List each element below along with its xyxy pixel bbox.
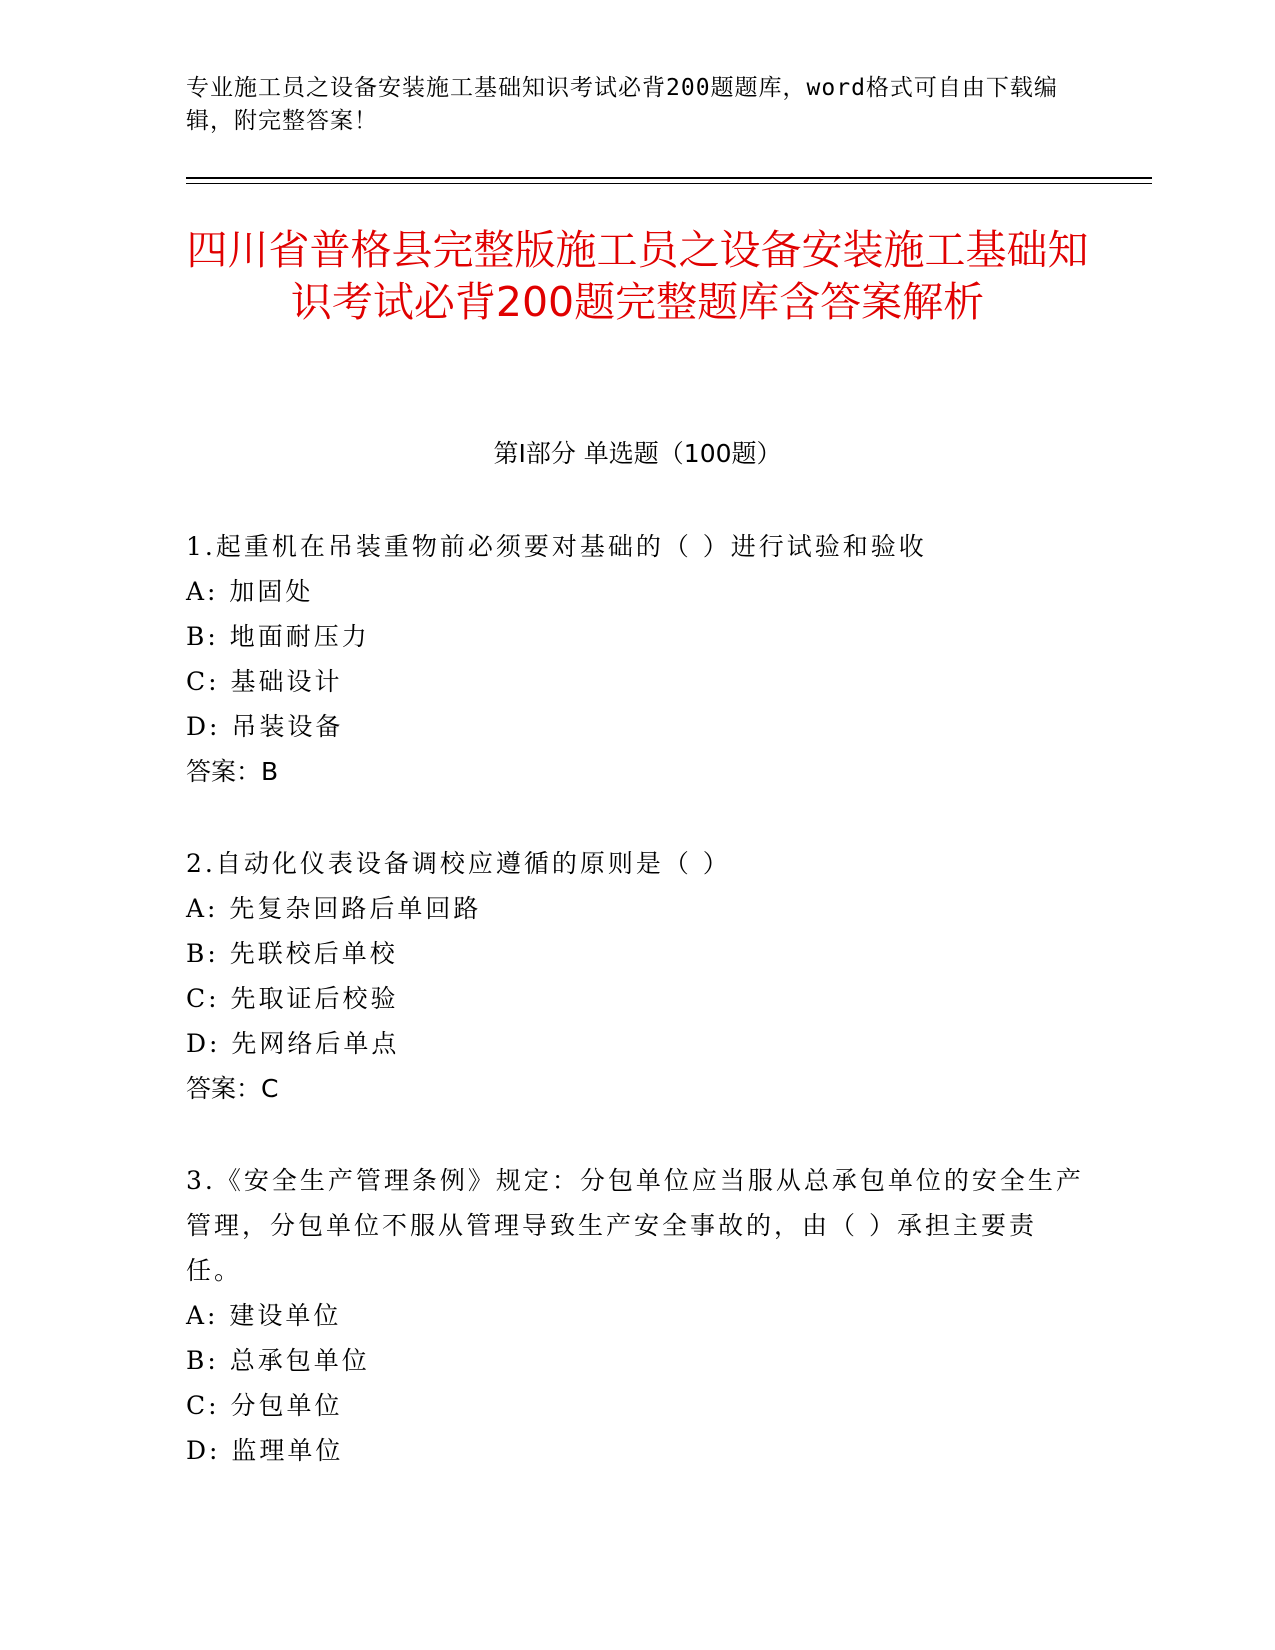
header-divider-thin bbox=[186, 183, 1152, 184]
question-1 bbox=[186, 524, 1086, 794]
option-b: B: 先联校后单校 bbox=[186, 939, 398, 968]
header-divider-thick bbox=[186, 177, 1152, 179]
question-2 bbox=[186, 841, 1086, 1111]
question-3 bbox=[186, 1158, 1086, 1473]
answer: 答案：B bbox=[186, 757, 279, 786]
section-heading: 第I部分 单选题（100题） bbox=[493, 439, 782, 468]
document-title: 四川省普格县完整版施工员之设备安装施工基础知识考试必背200题完整题库含答案解析 bbox=[186, 226, 1089, 326]
option-d: D: 监理单位 bbox=[186, 1436, 344, 1465]
option-c: C: 分包单位 bbox=[186, 1391, 343, 1420]
option-d: D: 先网络后单点 bbox=[186, 1029, 400, 1058]
option-b: B: 地面耐压力 bbox=[186, 622, 370, 651]
option-a: A: 建设单位 bbox=[186, 1301, 342, 1330]
option-c: C: 基础设计 bbox=[186, 667, 343, 696]
option-a: A: 加固处 bbox=[186, 577, 314, 606]
option-c: C: 先取证后校验 bbox=[186, 984, 399, 1013]
option-a: A: 先复杂回路后单回路 bbox=[186, 894, 482, 923]
option-d: D: 吊装设备 bbox=[186, 712, 344, 741]
question-stem: 2.自动化仪表设备调校应遵循的原则是（ ） bbox=[186, 849, 731, 878]
header-note: 专业施工员之设备安装施工基础知识考试必背200题题库，word格式可自由下载编辑，附完整答案！ bbox=[186, 75, 1058, 134]
option-b: B: 总承包单位 bbox=[186, 1346, 370, 1375]
question-stem: 1.起重机在吊装重物前必须要对基础的（ ）进行试验和验收 bbox=[186, 532, 927, 561]
answer: 答案：C bbox=[186, 1074, 279, 1103]
question-stem: 3.《安全生产管理条例》规定：分包单位应当服从总承包单位的安全生产管理，分包单位不服从管理导致生产安全事故的，由（ ）承担主要责任。 bbox=[186, 1166, 1084, 1285]
